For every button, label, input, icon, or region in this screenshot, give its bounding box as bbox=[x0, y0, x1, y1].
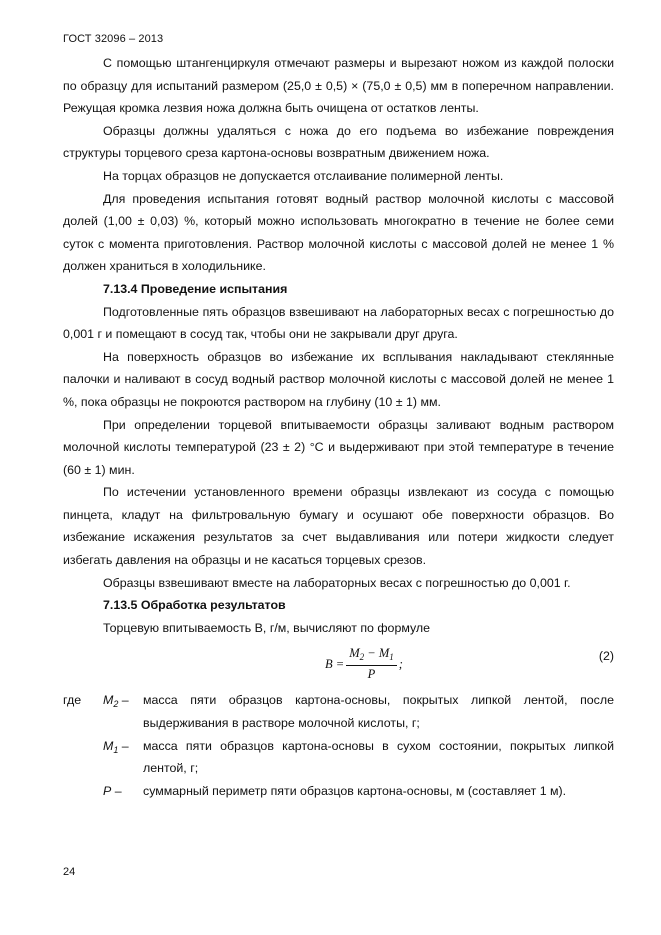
paragraph: Образцы должны удаляться с ножа до его подъема во избежание повреждения структуры торцевого среза картона-основы возвратным движением ножа. bbox=[63, 123, 614, 161]
section-heading: 7.13.5 Обработка результатов bbox=[103, 598, 286, 613]
formula-block bbox=[63, 639, 614, 689]
definition-symbol: P – bbox=[103, 783, 122, 798]
formula-lhs: B = bbox=[325, 656, 345, 671]
page-number: 24 bbox=[63, 866, 76, 878]
paragraph: При определении торцевой впитываемости образцы заливают водным раствором молочной кислоты температурой (23 ± 2) °С и выдерживают при этой температуре в течение (60 ± 1) мин. bbox=[63, 417, 614, 477]
definition-symbol: $M_1$ – bbox=[103, 738, 129, 755]
formula-fraction bbox=[346, 645, 397, 682]
formula-numerator: $M_2 - M_1$ bbox=[346, 645, 397, 666]
definitions bbox=[63, 689, 614, 802]
definition-item bbox=[63, 689, 614, 734]
paragraph: По истечении установленного времени образцы извлекают из сосуда с помощью пинцета, кладут на фильтровальную бумагу и осушают обе поверхности образцов. Во избежание искажения результатов за счет выдавливания или потери жидкости следует избегать давления на образцы и не касаться торцевых срезов. bbox=[63, 485, 614, 568]
formula-tail: ; bbox=[398, 656, 403, 671]
definition-text: суммарный периметр пяти образцов картона-основы, м (составляет 1 м). bbox=[143, 783, 567, 798]
formula-number: (2) bbox=[598, 649, 614, 664]
definition-text: масса пяти образцов картона-основы, покрытых липкой лентой, после выдерживания в растворе молочной кислоты, г; bbox=[143, 693, 614, 731]
definition-item bbox=[63, 735, 614, 780]
definitions-lead: где bbox=[63, 693, 82, 708]
formula bbox=[325, 645, 403, 682]
paragraph: Для проведения испытания готовят водный раствор молочной кислоты с массовой долей (1,00 ± 0,03) %, который можно использовать многократно в течение не более семи суток с момента приготовления. Раствор молочной кислоты с массовой долей не менее 1 % должен храниться в холодильнике. bbox=[63, 191, 614, 274]
paragraph: Подготовленные пять образцов взвешивают на лабораторных весах с погрешностью до 0,001 г и помещают в сосуд так, чтобы они не закрывали друг друга. bbox=[63, 304, 614, 342]
formula-denominator: P bbox=[367, 667, 376, 682]
paragraph: Образцы взвешивают вместе на лабораторных весах с погрешностью до 0,001 г. bbox=[103, 575, 571, 590]
section-heading: 7.13.4 Проведение испытания bbox=[103, 281, 288, 296]
page-body bbox=[63, 52, 614, 802]
paragraph: На поверхность образцов во избежание их всплывания накладывают стеклянные палочки и наливают в сосуд водный раствор молочной кислоты с массовой долей не менее 1 %, пока образцы не покроются раствором на глубину (10 ± 1) мм. bbox=[63, 349, 614, 409]
definition-text: масса пяти образцов картона-основы в сухом состоянии, покрытых липкой лентой, г; bbox=[143, 738, 614, 776]
formula-intro: Торцевую впитываемость B, г/м, вычисляют по формуле bbox=[103, 620, 431, 635]
paragraph: На торцах образцов не допускается отслаивание полимерной ленты. bbox=[103, 168, 504, 183]
definition-item bbox=[63, 780, 614, 803]
page-header: ГОСТ 32096 – 2013 bbox=[63, 33, 164, 45]
paragraph: С помощью штангенциркуля отмечают размеры и вырезают ножом из каждой полоски по образцу для испытаний размером (25,0 ± 0,5) × (75,0 ± 0,5) мм в поперечном направлении. Режущая кромка лезвия ножа должна быть очищена от остатков ленты. bbox=[63, 56, 614, 116]
definition-symbol: $M_2$ – bbox=[103, 693, 129, 710]
